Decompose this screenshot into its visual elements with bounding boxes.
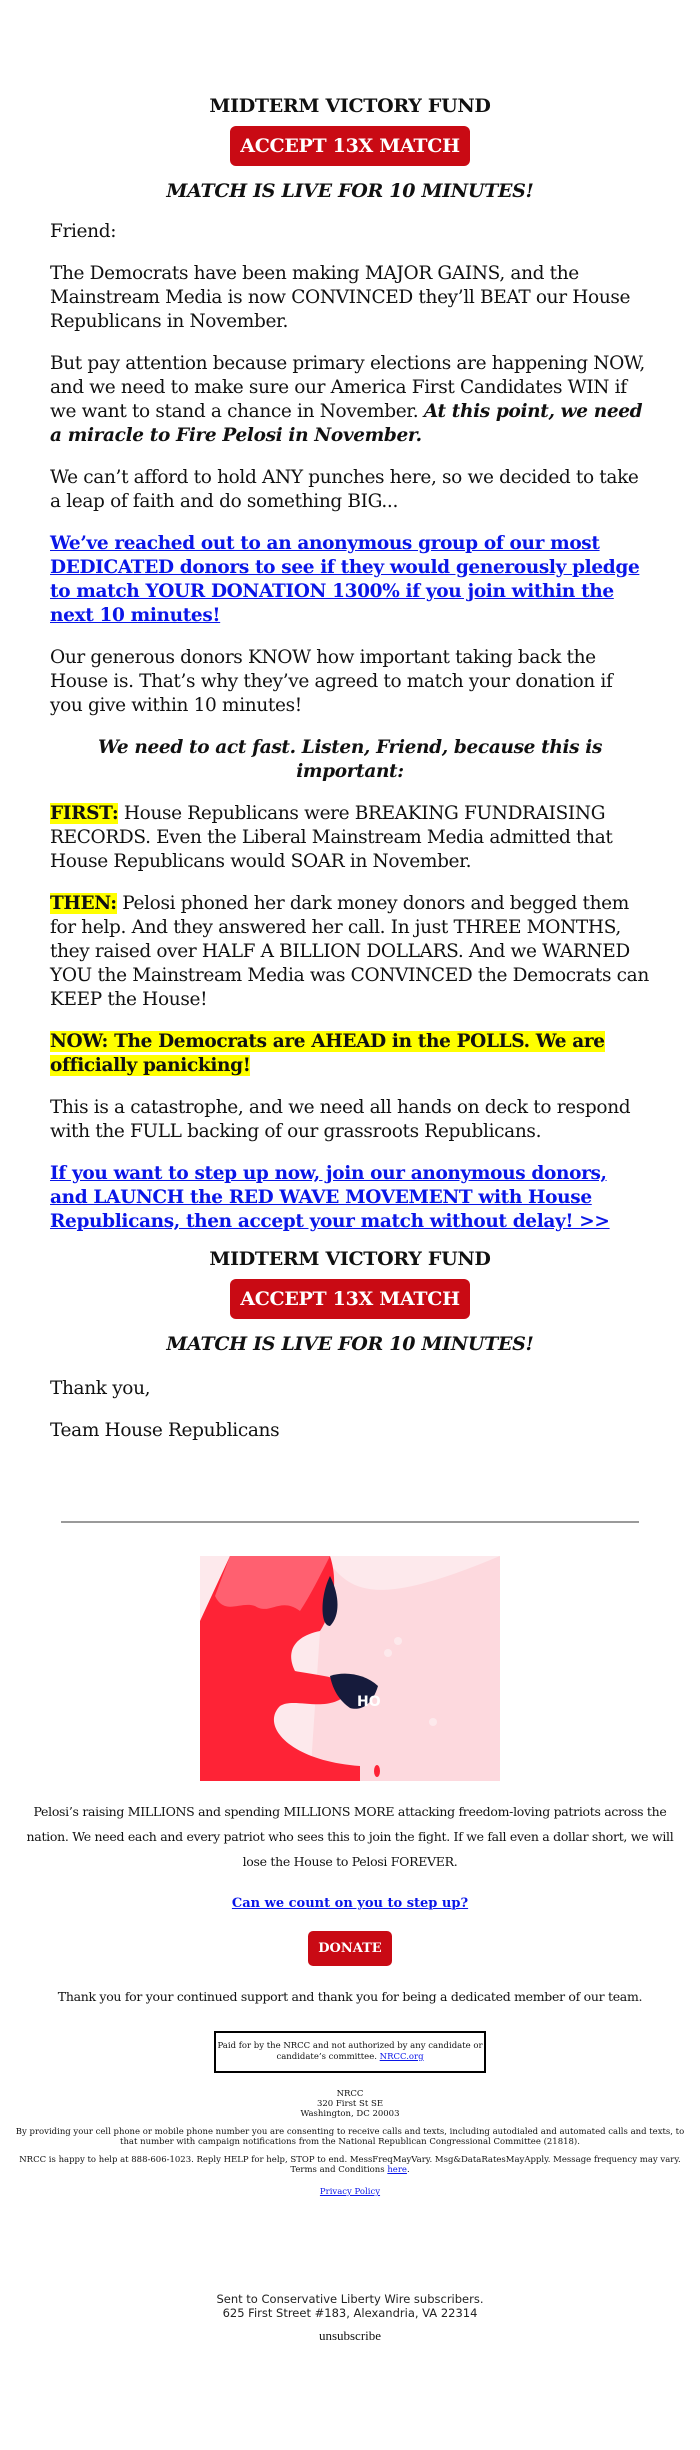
sent-to-notice: Sent to Conservative Liberty Wire subscribers. 625 First Street #183, Alexandria, VA 22314 (216, 2292, 484, 2320)
divider (61, 1521, 639, 1523)
sms-consent: By providing your cell phone or mobile phone number you are consenting to receive calls and texts, including autodialed and automated calls and texts, to that number with campaign notifications from the National Republican Congressional Committee (21818). (15, 2127, 685, 2147)
terms-link[interactable]: here (387, 2165, 407, 2175)
hero-image[interactable] (200, 1556, 500, 1781)
thanks-line: Thank you for your continued support and thank you for being a dedicated member of our team. (57, 1989, 643, 2004)
donate-button[interactable]: DONATE (308, 1931, 391, 1966)
now-highlight: NOW: The Democrats are AHEAD in the POLLS. We are officially panicking! (50, 1031, 605, 1076)
help-text: NRCC is happy to help at 888-606-1023. Reply HELP for help, STOP to end. MessFreqMayVary. Msg&DataRatesMayApply. Message frequency may vary. Terms and Conditions here. (19, 2155, 681, 2175)
fund-title: MIDTERM VICTORY FUND (209, 1248, 491, 1270)
emphasis-text: At this point, we need a miracle to Fire Pelosi in November. (50, 401, 643, 446)
org-address: NRCC 320 First St SE Washington, DC 20003 (300, 2089, 400, 2119)
signoff (0, 1377, 700, 1443)
accept-match-button[interactable]: ACCEPT 13X MATCH (230, 126, 469, 166)
accept-match-button[interactable]: ACCEPT 13X MATCH (230, 1279, 469, 1319)
paragraph (50, 1030, 650, 1078)
match-live-notice: MATCH IS LIVE FOR 10 MINUTES! (166, 1333, 534, 1355)
greeting: Friend: (50, 221, 117, 242)
count-on-you-link[interactable]: Can we count on you to step up? (231, 1896, 469, 1911)
paragraph: FIRST: House Republicans were BREAKING FUNDRAISING RECORDS. Even the Liberal Mainstream Media admitted that House Republicans would SOAR in November. (50, 803, 613, 872)
match-live-notice: MATCH IS LIVE FOR 10 MINUTES! (166, 180, 534, 202)
paragraph: The Democrats have been making MAJOR GAINS, and the Mainstream Media is now CONVINCED they’ll BEAT our House Republicans in November. (50, 263, 631, 332)
paragraph: This is a catastrophe, and we need all hands on deck to respond with the FULL backing of our grassroots Republicans. (50, 1097, 631, 1142)
donor-match-link[interactable]: We’ve reached out to an anonymous group of our most DEDICATED donors to see if they would generously pledge to match YOUR DONATION 1300% if you join within the next 10 minutes! (50, 533, 640, 626)
red-wave-link[interactable]: If you want to step up now, join our anonymous donors, and LAUNCH the RED WAVE MOVEMENT with House Republicans, then accept your match without delay! >> (50, 1163, 610, 1232)
paragraph: THEN: Pelosi phoned her dark money donors and begged them for help. And they answered her call. In just THREE MONTHS, they raised over HALF A BILLION DOLLARS. And we WARNED YOU the Mainstream Media was CONVINCED the Democrats can KEEP the House! (50, 893, 649, 1010)
first-label: FIRST: (50, 803, 119, 824)
top-cta-block (0, 95, 700, 202)
act-fast-heading: We need to act fast. Listen, Friend, because this is important: (97, 737, 603, 782)
paid-for-disclaimer: Paid for by the NRCC and not authorized by any candidate or candidate’s committee. NRCC.org (214, 2031, 486, 2073)
paragraph: Our generous donors KNOW how important taking back the House is. That’s why they’ve agreed to match your donation if you give within 10 minutes! (50, 647, 613, 716)
letter-body (0, 220, 700, 1234)
bottom-cta-block (0, 1248, 700, 1355)
signature: Team House Republicans (50, 1420, 280, 1441)
then-label: THEN: (50, 893, 117, 914)
thanks-text: Thank you, (50, 1378, 151, 1399)
svg-text:HO: HO (357, 1694, 381, 1710)
unsubscribe-link[interactable]: unsubscribe (318, 2328, 382, 2343)
pitch-text: Pelosi’s raising MILLIONS and spending MILLIONS MORE attacking freedom-loving patriots across the nation. We need each and every patriot who sees this to join the fight. If we fall even a dollar short, we will lose the House to Pelosi FOREVER. (26, 1804, 674, 1869)
paragraph: We can’t afford to hold ANY punches here, so we decided to take a leap of faith and do something BIG... (50, 467, 639, 512)
fund-title: MIDTERM VICTORY FUND (209, 95, 491, 117)
paragraph: But pay attention because primary elections are happening NOW, and we need to make sure our America First Candidates WIN if we want to stand a chance in November. At this point, we need a miracle to Fire Pelosi in November. (50, 353, 645, 446)
nrcc-link[interactable]: NRCC.org (379, 2052, 424, 2062)
privacy-policy-link[interactable]: Privacy Policy (319, 2187, 381, 2197)
